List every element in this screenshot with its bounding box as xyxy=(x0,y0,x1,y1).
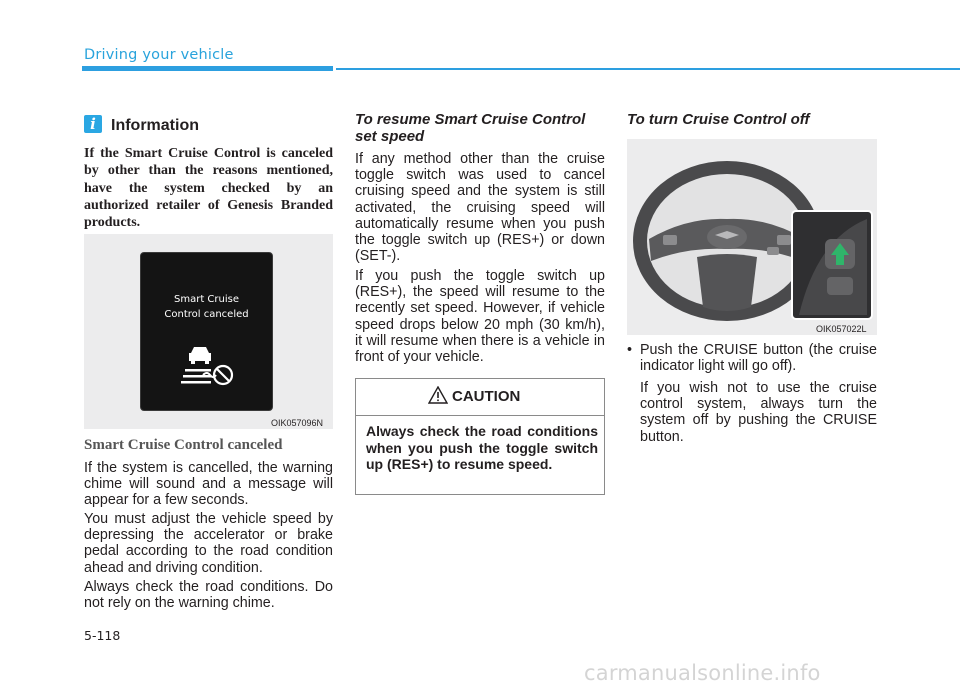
steering-wheel-figure xyxy=(627,139,877,335)
cruise-canceled-icon xyxy=(181,345,237,389)
header-rule-thick xyxy=(82,66,333,71)
divider xyxy=(356,415,604,416)
header-rule-thin xyxy=(336,68,960,70)
steering-wheel-illustration xyxy=(627,139,877,335)
bullet-text: Push the CRUISE button (the cruise indicator light will go off). xyxy=(640,342,877,375)
caution-box xyxy=(355,378,605,495)
paragraph: If any method other than the cruise toggle switch was used to cancel cruising speed and the system is still activated, the cruising speed will automatically resume when you push the toggle switch up (RES+) or down (SET-). xyxy=(355,151,605,265)
figure-code-label: OIK057022L xyxy=(816,324,867,334)
caution-body: Always check the road conditions when you push the toggle switch up (RES+) to resume speed. xyxy=(366,423,598,472)
cluster-display-screen xyxy=(140,252,273,411)
cluster-message xyxy=(141,293,272,322)
paragraph: If the system is cancelled, the warning chime will sound and a message will appear for a few seconds. xyxy=(84,460,333,509)
subheading-cruise-canceled: Smart Cruise Control canceled xyxy=(84,437,283,453)
paragraph: You must adjust the vehicle speed by depressing the accelerator or brake pedal according to the road condition ahead and driving condition. xyxy=(84,511,333,576)
paragraph: Always check the road conditions. Do not rely on the warning chime. xyxy=(84,579,333,612)
information-body: If the Smart Cruise Control is canceled by other than the reasons mentioned, have the system checked by an authorized retailer of Genesis Branded products. xyxy=(84,146,333,231)
paragraph: If you push the toggle switch up (RES+), the speed will resume to the recently set speed. However, if vehicle speed drops below 20 mph (30 km/h), it will resume when there is a vehicle in front of your vehicle. xyxy=(355,268,605,366)
watermark: carmanualsonline.info xyxy=(584,661,821,685)
warning-triangle-icon xyxy=(428,386,448,404)
heading-resume-set-speed: To resume Smart Cruise Control set speed xyxy=(355,111,586,145)
cluster-message-line-1: Smart Cruise xyxy=(174,294,239,305)
caution-header xyxy=(356,379,604,415)
bullet-symbol: • xyxy=(627,342,633,358)
heading-cruise-off: To turn Cruise Control off xyxy=(627,111,810,128)
page-number: 5-118 xyxy=(84,628,121,643)
section-title: Driving your vehicle xyxy=(84,47,234,63)
caution-label: CAUTION xyxy=(452,388,521,405)
figure-code-label: OIK057096N xyxy=(271,418,324,428)
cluster-message-line-2: Control canceled xyxy=(164,308,249,320)
information-title: Information xyxy=(111,117,199,134)
information-icon: i xyxy=(84,115,102,133)
paragraph: If you wish not to use the cruise control system, always turn the system off by pushing the CRUISE button. xyxy=(640,380,877,445)
